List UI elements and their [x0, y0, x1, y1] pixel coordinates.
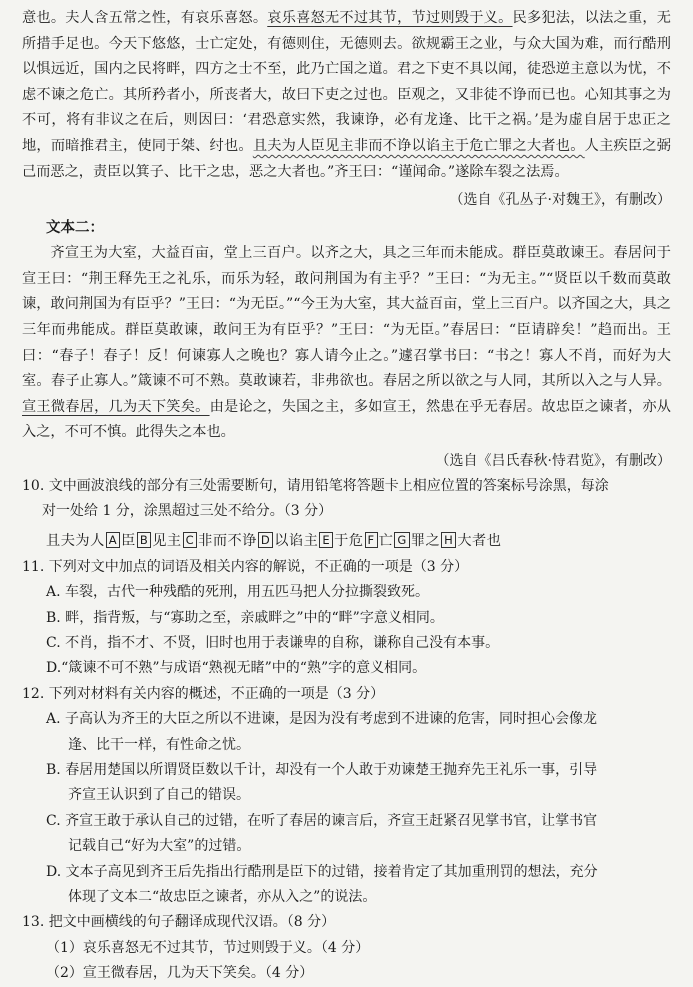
q12-option-c: C. 齐宣王敢于承认自己的过错，在听了春居的谏言后，齐宣王赶紧召见掌书官，让掌书官 [46, 812, 598, 829]
q10-seg: 见主 [152, 532, 182, 549]
q12-option-b: B. 春居用楚国以所谓贤臣数以千计，却没有一个人敢于劝谏楚王抛弃先王礼乐一事，引导 [46, 761, 598, 778]
q12-option-d-cont: 体现了文本二“故忠臣之谏者，亦从入之”的说法。 [68, 889, 377, 905]
q10-seg: 于危 [334, 532, 364, 549]
underlined-sentence-2: 宣王微春居，几为天下笑矣。 [22, 398, 210, 415]
answer-box-d[interactable]: D [258, 532, 273, 548]
answer-box-g[interactable]: G [394, 532, 409, 548]
q10-seg: 臣 [121, 532, 136, 549]
q12-option-a-cont: 逢、比干一样，有性命之忧。 [68, 736, 250, 753]
q10-seg: 大者也 [457, 532, 502, 549]
q12-stem: 12. 下列对材料有关内容的概述，不正确的一项是（3 分） [22, 685, 385, 702]
text2-source: （选自《吕氏春秋·恃君览》，有删改） [435, 452, 671, 469]
text1-paragraph [22, 6, 671, 185]
answer-box-h[interactable]: H [441, 532, 456, 548]
q11-option-a: A. 车裂，古代一种残酷的死刑，用五匹马把人分拉撕裂致死。 [46, 584, 430, 601]
wavy-underlined-sentence: 且夫为人臣见主非而不诤以谄主于危亡罪之大者也。 [252, 137, 585, 154]
answer-box-b[interactable]: B [137, 532, 151, 548]
q12-option-d: D. 文本子高见到齐王后先指出行酷刑是臣下的过错，接着肯定了其加重刑罚的想法，充分 [46, 863, 598, 880]
q13-item-1: （1）哀乐喜怒无不过其节，节过则毁于义。（4 分） [46, 939, 370, 956]
answer-box-c[interactable]: C [183, 532, 198, 548]
q12-option-b-cont: 齐宣王认识到了自己的错误。 [68, 787, 250, 804]
q11-option-b: B. 畔，指背叛，与“寡助之至，亲戚畔之”中的“畔”字意义相同。 [46, 609, 444, 626]
q10-seg: 亡 [378, 532, 394, 549]
q10-seg: 罪之 [410, 532, 441, 549]
q11-stem: 11. 下列对文中加点的词语及相关内容的解说，不正确的一项是（3 分） [22, 558, 469, 575]
q11-option-d: D.“箴谏不可不熟”与成语“熟视无睹”中的“熟”字的意义相同。 [46, 660, 427, 677]
text2-paragraph [22, 241, 671, 446]
text2-heading: 文本二： [46, 219, 104, 237]
q13-item-2: （2）宣王微春居，几为天下笑矣。（4 分） [46, 965, 314, 982]
text2-seg: 齐宣王为大室，大益百亩，堂上三百户。以齐之大，具之三年而未能成。群臣莫敢谏王。春居问于宣王曰：“荆王释先王之礼乐，而乐为轻，敢问荆国为有主乎？”王曰：“为无主。”“贤臣以千数而莫敢谏，敢问荆国为有臣乎？”王曰：“为无臣。”“今王为大室，其大益百亩，堂上三百户。以齐国之大，具之三年而弗能成。群臣莫敢谏，敢问王为有臣乎？”王曰：“为无臣。”春居曰：“臣请辟矣！”趋而出。王曰：“春子！春子！反！何谏寡人之晚也？寡人请今止之。”遽召掌书曰：“书之！寡人不肖，而好为大室。春子止寡人。”箴谏不可不熟。莫敢谏若，非弗欲也。春居之所以欲之与人同，其所以入之与人异。 [22, 245, 671, 390]
underlined-sentence-1: 哀乐喜怒无不过其节，节过则毁于义。 [267, 10, 513, 26]
text1-seg: 民多犯法，以法之重，无所措手足也。今天下悠悠，士亡定处，有德则住，无德则去。欲规霸王之业，与众大国为难，而行酷刑以惧远近，国内之民将畔，四方之士不至，此乃亡国之道。君之下吏不具以闻，徒恐逆主意以为忧，不虑不谏之危亡。其所矜者小，所丧者大，故曰下吏之过也。臣观之，又非徒不诤而已也。心知其事之为不可，将有非议之在后，则因曰：‘君恐意实然，我谏诤，必有龙逢、比干之祸。’是为虚自居于忠正之地，而暗推君主，使同于桀、纣也。 [22, 10, 671, 154]
q10-seg: 以谄主 [274, 532, 319, 549]
text1-seg: 意也。夫人含五常之性，有哀乐喜怒。 [22, 10, 268, 26]
q10-seg: 且夫为人 [46, 532, 105, 549]
answer-box-f[interactable]: F [365, 532, 378, 548]
q10-stem-line2: 对一处给 1 分，涂黑超过三处不给分。（3 分） [42, 503, 333, 520]
q12-option-a: A. 子高认为齐王的大臣之所以不进谏，是因为没有考虑到不进谏的危害，同时担心会像龙 [46, 711, 598, 728]
text2-seg: 由是论之，失国之主，多如宣王，然患在乎无春居。故忠臣之谏者，亦从入之，不可不慎。此得失之本也。 [22, 398, 671, 441]
answer-box-a[interactable]: A [106, 532, 120, 548]
text1-seg: 人主疾臣之弼己而恶之，责臣以箕子、比干之忠，恶之大者也。”齐王曰：“谨闻命。”遂除车裂之法焉。 [22, 137, 671, 180]
q13-stem: 13. 把文中画横线的句子翻译成现代汉语。（8 分） [22, 914, 336, 931]
answer-box-e[interactable]: E [319, 532, 333, 548]
q10-seg: 非而不诤 [198, 532, 257, 549]
q10-sentence [46, 527, 671, 555]
text1-source: （选自《孔丛子·对魏王》，有删改） [449, 192, 671, 209]
q12-option-c-cont: 记载自己“好为大室”的过错。 [68, 838, 251, 855]
q10-stem-line1: 10. 文中画波浪线的部分有三处需要断句，请用铅笔将答题卡上相应位置的答案标号涂黑，每涂 [22, 477, 609, 494]
q11-option-c: C. 不肖，指不才、不贤，旧时也用于表谦卑的自称，谦称自己没有本事。 [46, 634, 500, 651]
